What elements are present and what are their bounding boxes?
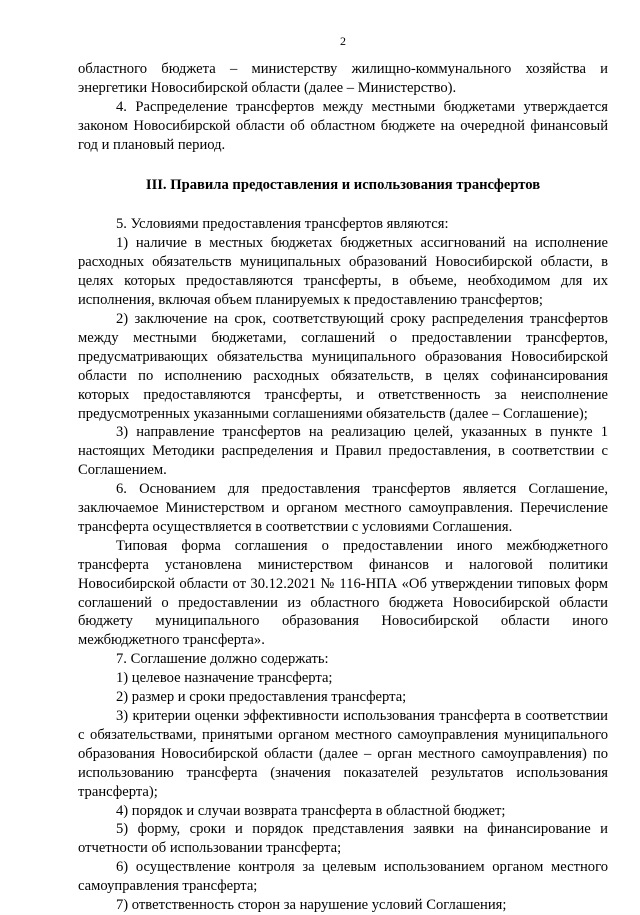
paragraph-subitem-7-1: 1) целевое назначение трансферта;: [116, 670, 333, 687]
paragraph-subitem-7-5: 5) форму, сроки и порядок представления заявки на финансирование и отчетности об использовании трансферта;: [78, 821, 608, 857]
paragraph-subitem-5-2: 2) заключение на срок, соответствующий сроку распределения трансфертов между местными бюджетами, соглашений о предоставлении трансфертов, предусматривающих обязательства муниципального образования Новосибирской области по исполнению расходных обязательств, в целях софинансирования которых предоставляются трансферты, и ответственность за неисполнение предусмотренных указанными соглашениями обязательств (далее – Соглашение);: [78, 310, 608, 422]
paragraph-item-4: 4. Распределение трансфертов между местными бюджетами утверждается законом Новосибирской области об областном бюджете на очередной финансовый год и плановый период.: [78, 98, 608, 153]
paragraph-subitem-7-3: 3) критерии оценки эффективности использования трансферта в соответствии с обязательствами, принятыми органом местного самоуправления муниципального образования Новосибирской области (далее – орган местного самоуправления) по использованию трансферта (значения показателей результатов использования трансферта);: [78, 708, 608, 800]
paragraph-subitem-7-7: 7) ответственность сторон за нарушение условий Соглашения;: [116, 897, 507, 914]
paragraph-subitem-7-6: 6) осуществление контроля за целевым использованием органом местного самоуправления трансферта;: [78, 859, 608, 895]
paragraph-item-5: 5. Условиями предоставления трансфертов являются:: [116, 216, 449, 233]
section-title: III. Правила предоставления и использования трансфертов: [145, 176, 541, 193]
paragraph-subitem-5-3: 3) направление трансфертов на реализацию целей, указанных в пункте 1 настоящих Методики распределения и Правил предоставления, в соответствии с Соглашением.: [78, 424, 608, 479]
document-page: [78, 34, 608, 915]
paragraph-subitem-7-2: 2) размер и сроки предоставления трансферта;: [116, 689, 407, 706]
paragraph-item-7: 7. Соглашение должно содержать:: [116, 651, 329, 668]
paragraph-subitem-5-1: 1) наличие в местных бюджетах бюджетных ассигнований на исполнение расходных обязательств муниципальных образований Новосибирской области, в целях которых предоставляются трансферты, в объеме, необходимом для их исполнения, включая объем планируемых к предоставлению трансфертов;: [78, 235, 608, 309]
paragraph-item-6: 6. Основанием для предоставления трансфертов является Соглашение, заключаемое Министерством и органом местного самоуправления. Перечисление трансферта осуществляется в соответствии с условиями Соглашения.: [78, 481, 608, 535]
paragraph-typical-form: Типовая форма соглашения о предоставлении иного межбюджетного трансферта установлена министерством финансов и налоговой политики Новосибирской области от 30.12.2021 № 116-НПА «Об утверждении типовых форм соглашений о предоставлении из областного бюджета Новосибирской области бюджету муниципального образования Новосибирской области иного межбюджетного трансферта».: [78, 537, 608, 649]
paragraph-subitem-7-4: 4) порядок и случаи возврата трансферта в областной бюджет;: [116, 802, 506, 819]
page-number: 2: [340, 34, 346, 48]
paragraph-continuation: областного бюджета – министерству жилищно-коммунального хозяйства и энергетики Новосибирской области (далее – Министерство).: [78, 61, 608, 96]
